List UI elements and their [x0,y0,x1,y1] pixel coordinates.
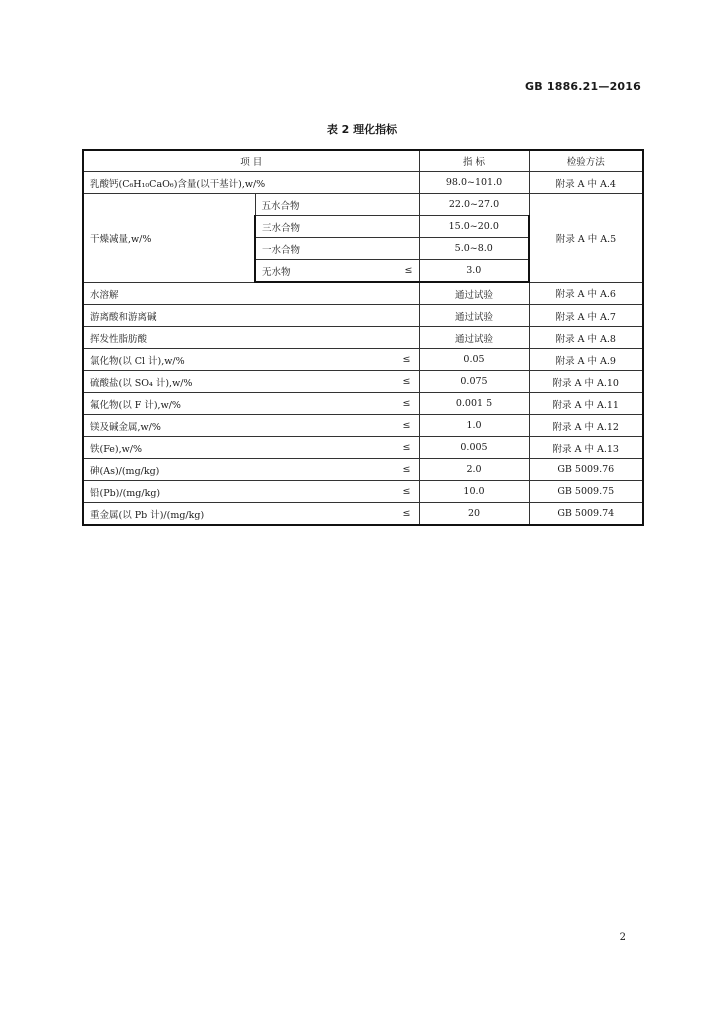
row-method: GB 5009.74 [529,503,643,526]
row-item-label: 砷(As)/(mg/kg) [90,465,160,477]
row-item-symbol: ≤ [402,376,411,387]
row-index: 0.005 [419,437,529,459]
drying-sub-name: 五水合物 [261,200,300,212]
column-header-item: 项 目 [83,150,419,172]
row-item [83,327,419,349]
table-row [83,194,643,216]
row-method: 附录 A 中 A.6 [529,282,643,305]
row-method: 附录 A 中 A.7 [529,305,643,327]
drying-sub-name: 三水合物 [262,222,301,234]
row-item-label: 硫酸盐(以 SO₄ 计),w/% [90,377,193,389]
table-row [83,327,643,349]
drying-loss-label: 干燥减量,w/% [83,194,255,283]
row-method: GB 5009.76 [529,459,643,481]
row-item-symbol: ≤ [402,486,411,497]
drying-sub-symbol: ≤ [404,265,413,276]
table-row [83,481,643,503]
row-method: 附录 A 中 A.4 [529,172,643,194]
row-method: 附录 A 中 A.11 [529,393,643,415]
table-body [83,282,643,525]
row-item [83,481,419,503]
physicochemical-table [82,149,644,526]
column-header-index: 指 标 [419,150,529,172]
drying-sub-name: 无水物 [262,266,291,278]
row-index: 1.0 [419,415,529,437]
row-item-label: 镁及碱金属,w/% [90,421,161,433]
table-row [83,349,643,371]
row-item-symbol: ≤ [402,420,411,431]
row-item-label: 铅(Pb)/(mg/kg) [90,487,161,499]
row-index: 0.001 5 [419,393,529,415]
row-item-symbol: ≤ [402,354,411,365]
row-index: 通过试验 [419,327,529,349]
row-index: 10.0 [419,481,529,503]
row-index: 通过试验 [419,305,529,327]
row-item-symbol: ≤ [402,464,411,475]
column-header-method: 检验方法 [529,150,643,172]
row-method: GB 5009.75 [529,481,643,503]
drying-sub-name: 一水合物 [262,244,301,256]
row-item [83,415,419,437]
row-item-label: 氟化物(以 F 计),w/% [90,399,181,411]
row-item: 乳酸钙(C₆H₁₀CaO₆)含量(以干基计),w/% [83,172,419,194]
row-item [83,349,419,371]
table-row [83,172,643,194]
row-method: 附录 A 中 A.13 [529,437,643,459]
row-item-label: 铁(Fe),w/% [90,443,142,455]
row-item [83,282,419,305]
page-number: 2 [619,932,626,943]
row-index: 0.075 [419,371,529,393]
table-row [83,282,643,305]
row-item-label: 水溶解 [90,289,119,301]
table-row [83,393,643,415]
table-title: 表 2 理化指标 [326,123,398,136]
table-row [83,371,643,393]
table-row [83,459,643,481]
drying-sub-item [255,260,419,283]
drying-sub-item [255,216,419,238]
row-item-symbol: ≤ [402,508,411,519]
table-row [83,503,643,526]
drying-sub-item [255,194,419,216]
row-index: 15.0~20.0 [419,216,529,238]
row-item-label: 氯化物(以 Cl 计),w/% [90,355,185,367]
row-method: 附录 A 中 A.12 [529,415,643,437]
row-index: 3.0 [419,260,529,283]
table-row [83,305,643,327]
row-index: 通过试验 [419,282,529,305]
row-method: 附录 A 中 A.8 [529,327,643,349]
row-index: 20 [419,503,529,526]
row-item-label: 挥发性脂肪酸 [90,333,148,345]
row-index: 2.0 [419,459,529,481]
table-header-row [83,150,643,172]
row-item [83,503,419,526]
table-row [83,437,643,459]
row-item-label: 游离酸和游离碱 [90,311,157,323]
row-method: 附录 A 中 A.10 [529,371,643,393]
row-item [83,371,419,393]
row-index: 98.0~101.0 [419,172,529,194]
row-item-symbol: ≤ [402,398,411,409]
row-item [83,459,419,481]
standard-number: GB 1886.21—2016 [525,80,641,93]
drying-sub-item [255,238,419,260]
row-item-label: 重金属(以 Pb 计)/(mg/kg) [90,509,205,521]
row-index: 5.0~8.0 [419,238,529,260]
row-item [83,437,419,459]
row-index: 22.0~27.0 [419,194,529,216]
drying-loss-method: 附录 A 中 A.5 [529,194,643,283]
row-item [83,305,419,327]
table-row [83,415,643,437]
row-index: 0.05 [419,349,529,371]
row-item-symbol: ≤ [402,442,411,453]
row-method: 附录 A 中 A.9 [529,349,643,371]
row-item [83,393,419,415]
